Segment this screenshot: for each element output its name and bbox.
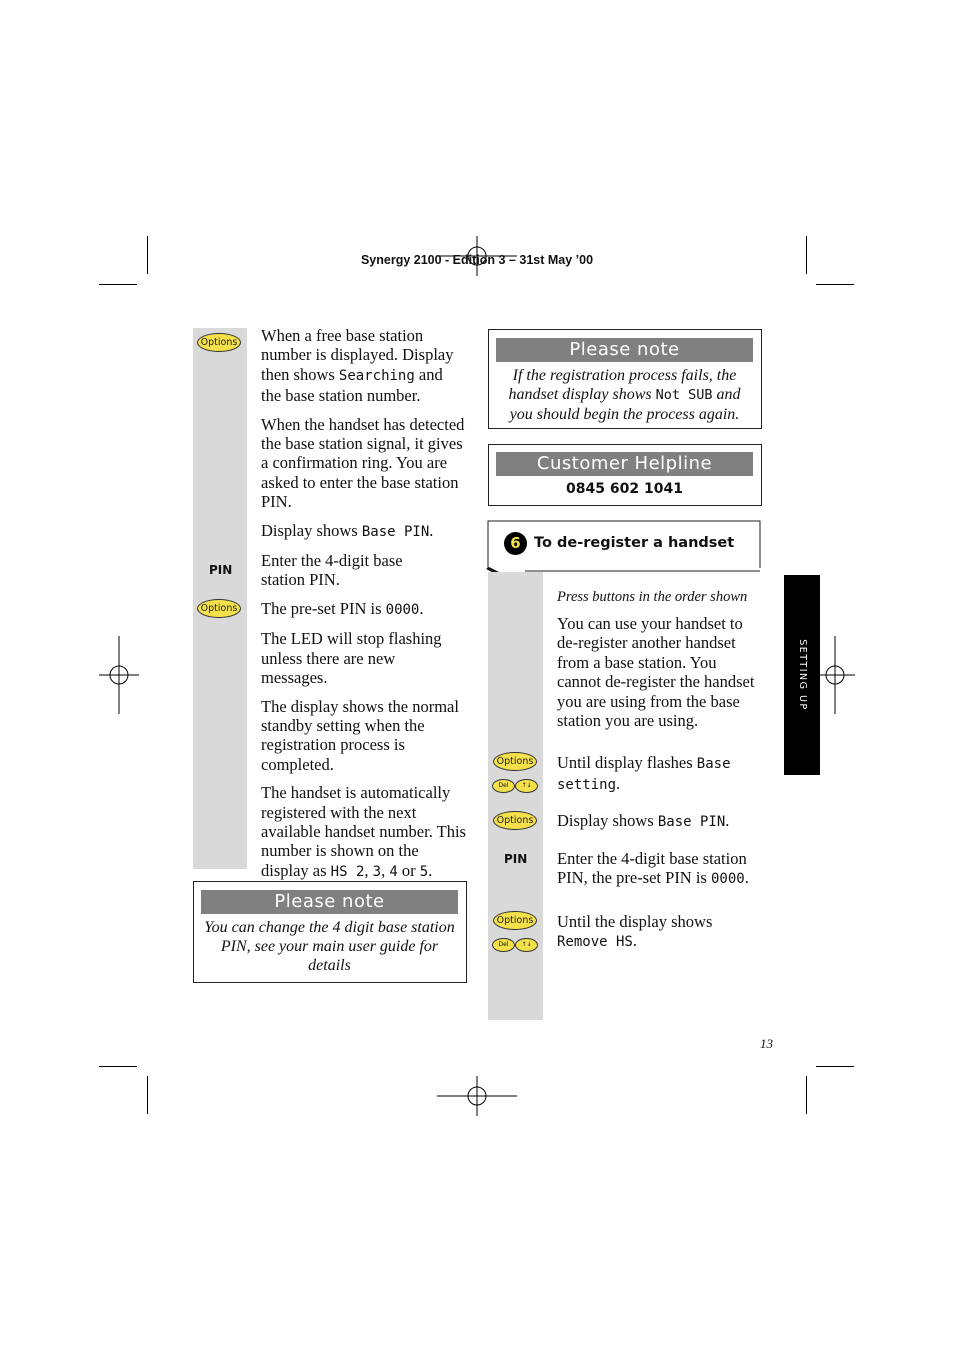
scroll-key-icon: ↑↓ <box>515 779 538 793</box>
crop-mark <box>99 284 137 285</box>
step-text: Until display flashes Base setting. <box>557 753 731 794</box>
pin-key-label: PIN <box>209 563 233 577</box>
options-key-icon: Options <box>493 911 537 930</box>
key-column <box>488 572 543 1020</box>
paragraph: The display shows the normal standby setting when the registration process is completed. <box>261 696 459 774</box>
options-key-icon: Options <box>197 333 241 352</box>
note-heading: Please note <box>496 338 753 362</box>
left-instructions <box>261 326 466 882</box>
helpline-number: 0845 602 1041 <box>566 481 683 497</box>
display-text: Searching <box>338 367 415 384</box>
scroll-key-icon: ↑↓ <box>515 938 538 952</box>
options-key-icon: Options <box>493 752 537 771</box>
display-text: Base setting <box>557 756 731 794</box>
crop-mark <box>99 1066 137 1067</box>
paragraph: When a free base station number is displayed. Display then shows Searching and the base station number. <box>261 326 454 406</box>
del-key-icon: Del <box>492 938 515 952</box>
section-intro: You can use your handset to de-register another handset from a base station. You cannot de-register the handset you are using from the base station you are using. <box>557 614 755 731</box>
display-text: Base PIN <box>657 814 726 830</box>
paragraph: Display shows Base PIN. <box>261 520 434 540</box>
page-number: 13 <box>760 1036 773 1051</box>
registration-mark-icon <box>815 636 855 714</box>
crop-mark <box>816 284 854 285</box>
crop-mark <box>806 236 807 274</box>
registration-mark-icon <box>99 636 139 714</box>
options-key-icon: Options <box>493 811 537 830</box>
side-tab-label: SETTING UP <box>797 639 808 711</box>
paragraph: The handset is automatically registered with the next available handset number. This number is shown on the display as HS 2, 3, 4 or 5. <box>261 783 466 880</box>
options-key-icon: Options <box>197 599 241 618</box>
paragraph: The pre-set PIN is 0000. <box>261 598 424 618</box>
paragraph: When the handset has detected the base station signal, it gives a confirmation ring. You are asked to enter the base station PIN. <box>261 414 465 512</box>
helpline-heading: Customer Helpline <box>496 452 753 476</box>
display-text: Base PIN <box>361 523 430 540</box>
registration-mark-icon <box>437 1076 517 1116</box>
del-key-icon: Del <box>492 779 515 793</box>
section-title: To de-register a handset <box>534 535 735 551</box>
crop-mark <box>806 1076 807 1114</box>
crop-mark <box>816 1066 854 1067</box>
crop-mark <box>147 1076 148 1114</box>
note-body: If the registration process fails, the handset display shows Not SUB and you should begin the process again. <box>508 367 741 423</box>
paragraph: Enter the 4-digit base station PIN. <box>261 551 403 590</box>
display-text: Not SUB <box>655 387 713 403</box>
note-heading: Please note <box>201 890 458 914</box>
note-body: You can change the 4 digit base station PIN, see your main user guide for details <box>204 919 455 974</box>
display-text: 0000 <box>385 601 420 618</box>
crop-mark <box>147 236 148 274</box>
display-text: Remove HS <box>557 934 633 951</box>
step-text: Enter the 4-digit base station PIN, the pre-set PIN is 0000. <box>557 849 749 888</box>
step-number-badge: 6 <box>504 532 527 555</box>
step-text: Until the display shows Remove HS. <box>557 912 713 951</box>
page-header: Synergy 2100 - Edition 3 – 31st May ’00 <box>360 253 594 267</box>
step-text: Display shows Base PIN. <box>557 811 730 830</box>
paragraph: The LED will stop flashing unless there are new messages. <box>261 629 442 688</box>
instruction-caption: Press buttons in the order shown <box>557 589 748 605</box>
display-text: 0000 <box>710 871 745 888</box>
pin-key-label: PIN <box>504 852 528 866</box>
